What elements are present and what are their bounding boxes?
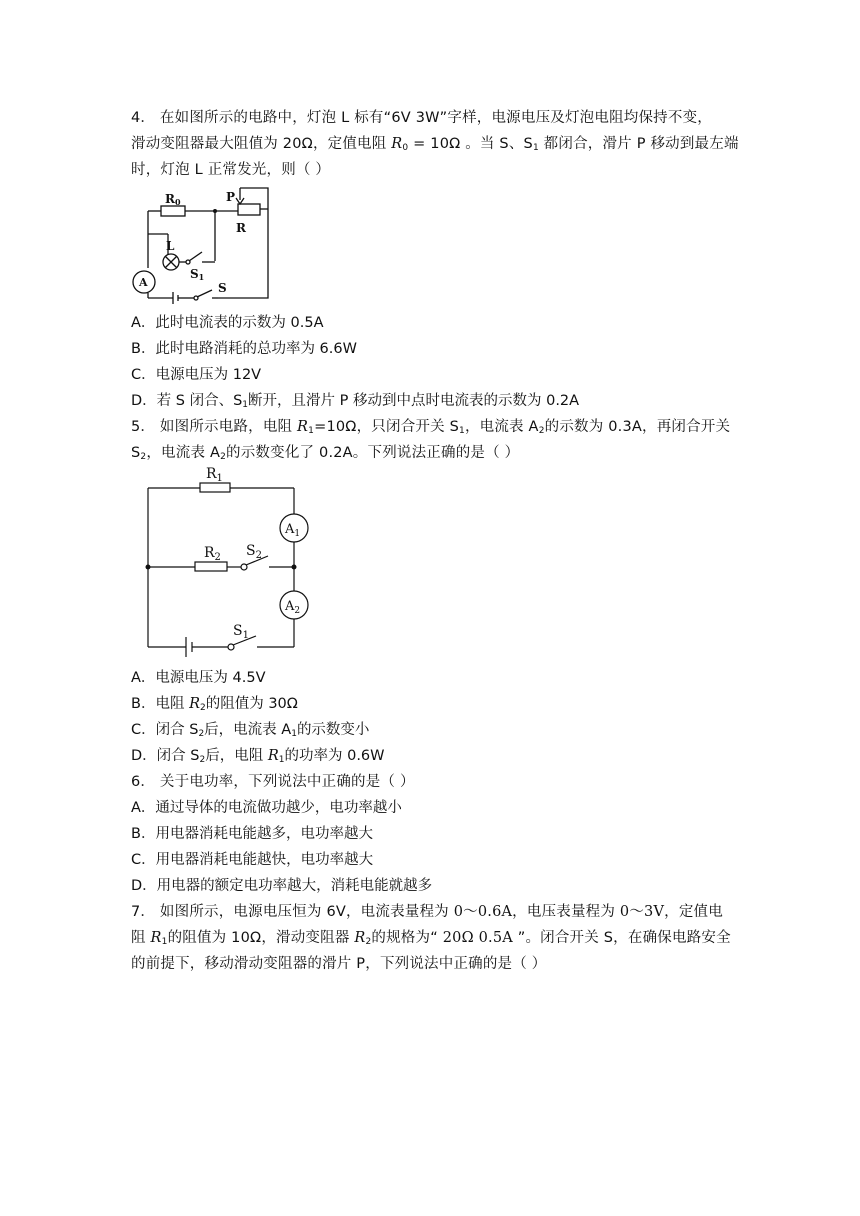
q4-option-a[interactable]: A．此时电流表的示数为 0.5A: [131, 315, 324, 331]
q7-stem-line2: 阻 $R_1$的阻值为 10Ω，滑动变阻器 $R_2$的规格为“ 20Ω 0.5A ”。闭合开关 S，在确保电路安全: [131, 930, 731, 947]
q5-label-r2: $R_2$: [204, 545, 221, 563]
q6-stem: 6． 关于电功率，下列说法中正确的是（ ）: [131, 774, 415, 790]
q4-option-b[interactable]: B．此时电路消耗的总功率为 6.6W: [131, 341, 357, 357]
q6-option-a[interactable]: A．通过导体的电流做功越少，电功率越小: [131, 800, 402, 816]
q5-option-a[interactable]: A．电源电压为 4.5V: [131, 670, 266, 686]
q7-stem-line3: 的前提下，移动滑动变阻器的滑片 P，下列说法中正确的是（ ）: [131, 956, 547, 972]
q4-stem-line2: 滑动变阻器最大阻值为 20Ω，定值电阻 $R_0 = 10\Omega$ 。当 S、$S_1$ 都闭合，滑片 P 移动到最左端: [131, 136, 739, 153]
q4-option-c[interactable]: C．电源电压为 12V: [131, 367, 262, 383]
q5-stem-line2: $S_2$，电流表 $A_2$的示数变化了 0.2A。下列说法正确的是（ ）: [131, 445, 520, 462]
q5-circuit-diagram: [140, 464, 320, 664]
q5-label-s1: $S_1$: [233, 623, 249, 641]
q5-option-d[interactable]: D．闭合 $S_2$后，电阻 $R_1$的功率为 0.6W: [131, 748, 385, 765]
q4-stem-line1: 4． 在如图所示的电路中，灯泡 L 标有“6V 3W”字样，电源电压及灯泡电阻均保持不变，: [131, 110, 712, 126]
q4-label-p: P: [226, 190, 236, 204]
q5-label-a2: $A_2$: [285, 599, 301, 616]
q5-option-b[interactable]: B．电阻 $R_2$的阻值为 30Ω: [131, 696, 298, 713]
q5-label-r1: $R_1$: [206, 466, 223, 484]
q4-stem-line3: 时，灯泡 L 正常发光，则（ ）: [131, 162, 331, 178]
q6-option-d[interactable]: D．用电器的额定电功率越大，消耗电能就越多: [131, 878, 433, 894]
q6-option-b[interactable]: B．用电器消耗电能越多，电功率越大: [131, 826, 373, 842]
q4-label-s: S: [218, 281, 227, 295]
q7-stem-line1: 7． 如图所示，电源电压恒为 6V，电流表量程为 0～0.6A，电压表量程为 0～3V，定值电: [131, 904, 723, 920]
q4-option-d[interactable]: D．若 S 闭合、$S_1$断开，且滑片 P 移动到中点时电流表的示数为 0.2A: [131, 393, 580, 410]
q5-label-a1: $A_1$: [285, 522, 301, 539]
q5-label-s2: $S_2$: [246, 543, 262, 561]
q5-stem-line1: 5． 如图所示电路，电阻 $R_1=10\Omega$，只闭合开关 $S_1$，电流表 $A_2$的示数为 0.3A，再闭合开关: [131, 419, 731, 436]
q6-option-c[interactable]: C．用电器消耗电能越快，电功率越大: [131, 852, 374, 868]
q4-label-a: A: [139, 276, 148, 289]
q4-circuit-diagram: [128, 186, 276, 304]
q4-label-s1: S1: [190, 267, 205, 282]
q4-label-r: R: [236, 221, 246, 235]
q5-option-c[interactable]: C．闭合 $S_2$后，电流表 $A_1$的示数变小: [131, 722, 370, 739]
q4-label-l: L: [166, 239, 175, 253]
q4-label-r0: R0: [165, 192, 181, 207]
